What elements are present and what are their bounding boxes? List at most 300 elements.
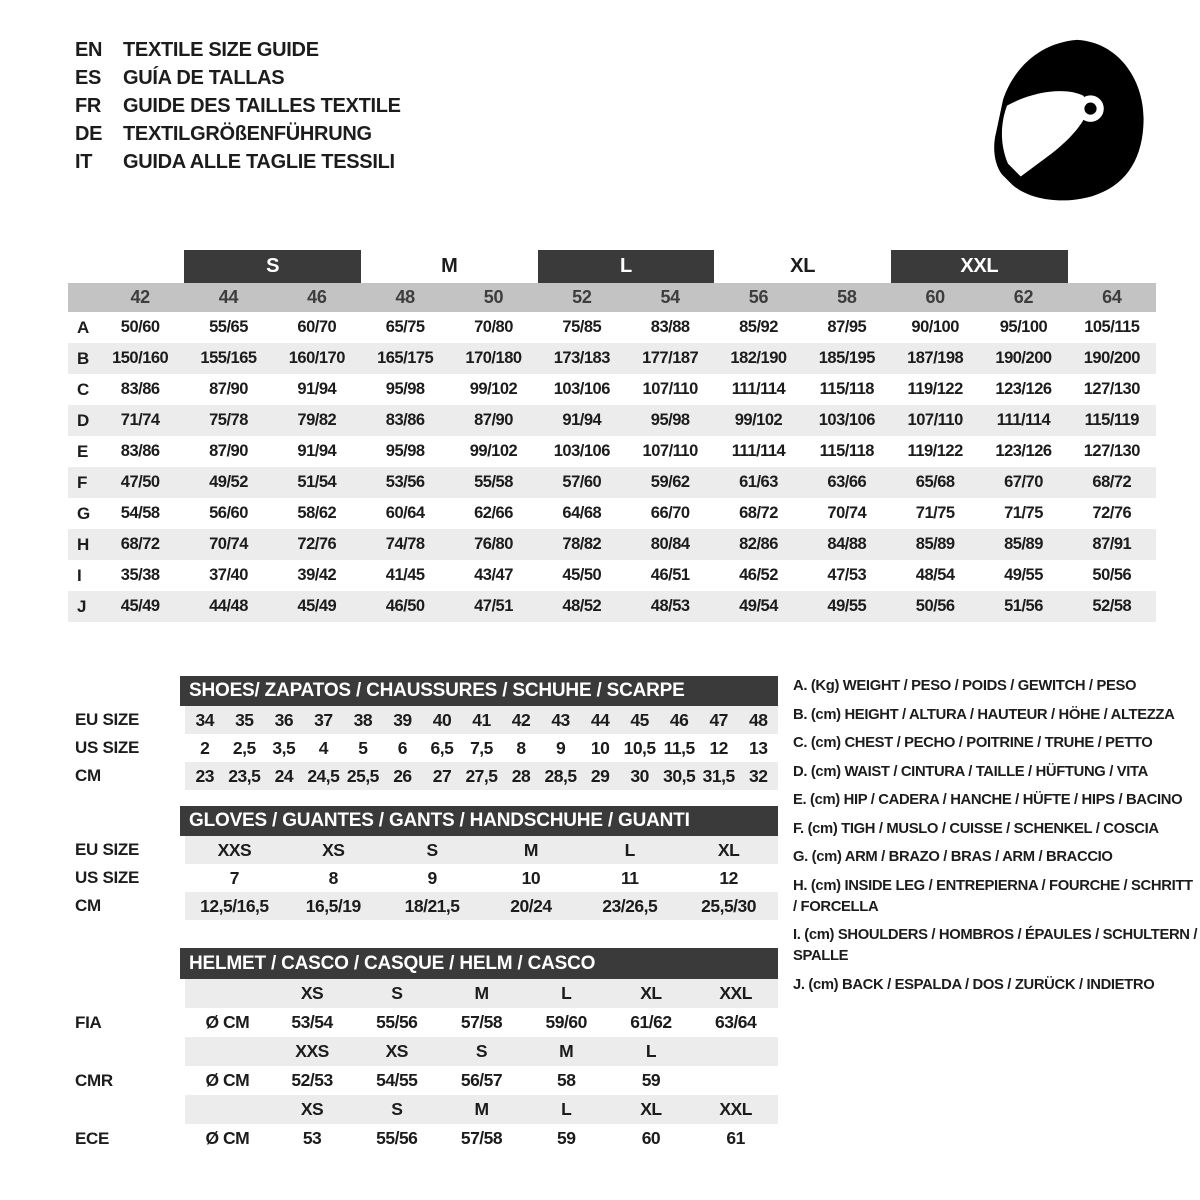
shoes-row-values <box>185 706 778 734</box>
gloves-section <box>70 806 778 920</box>
language-code: FR <box>75 94 102 117</box>
shoes-value: 34 <box>195 709 214 730</box>
measurement-value: 123/126 <box>995 380 1052 398</box>
shoes-row-label: CM <box>75 766 101 785</box>
helmet-row-values <box>185 1008 778 1037</box>
measurement-value: 62/66 <box>474 504 513 522</box>
gloves-value: 9 <box>427 867 437 888</box>
helmet-value: 55/56 <box>376 1128 418 1148</box>
language-row <box>75 148 401 176</box>
guide-title: TEXTILGRÖßENFÜHRUNG <box>123 122 372 145</box>
measurement-value: 67/70 <box>1004 473 1043 491</box>
shoes-table <box>70 706 778 790</box>
measurement-value: 50/56 <box>915 597 955 615</box>
guide-title: GUIDE DES TAILLES TEXTILE <box>123 94 401 117</box>
helmet-value: 61/62 <box>630 1012 672 1032</box>
measurement-row <box>68 436 1156 467</box>
measurement-value: 99/102 <box>734 411 783 429</box>
shoes-value: 29 <box>590 765 610 786</box>
measurement-row-values <box>96 405 1156 436</box>
measurement-value: 75/85 <box>562 318 602 336</box>
measurement-row-values <box>96 374 1156 405</box>
measurement-value: 52/58 <box>1092 597 1132 615</box>
measurement-value: 60/64 <box>385 504 425 522</box>
helmet-value: Ø CM <box>205 1070 250 1090</box>
measurement-row-label: A <box>77 317 89 337</box>
shoes-value: 32 <box>748 765 768 786</box>
measurement-value: 111/114 <box>731 442 786 460</box>
numeric-size: 58 <box>837 287 857 307</box>
measurement-value: 70/74 <box>209 535 248 553</box>
measurement-value: 68/72 <box>120 535 160 553</box>
measurement-row <box>68 560 1156 591</box>
helmet-value: XL <box>640 983 662 1003</box>
gloves-value: 7 <box>229 867 240 888</box>
measurement-value: 127/130 <box>1083 442 1140 460</box>
measurement-value: 43/47 <box>474 566 513 584</box>
gloves-value: 8 <box>328 867 338 888</box>
measurement-value: 54/58 <box>120 504 160 522</box>
gloves-value: 23/26,5 <box>602 895 658 916</box>
measurement-value: 49/55 <box>1004 566 1043 584</box>
helmet-row <box>70 1037 778 1066</box>
size-group-xl: XL <box>790 255 816 277</box>
measurement-value: 103/106 <box>553 380 610 398</box>
language-code: ES <box>75 66 102 89</box>
shoes-value: 27,5 <box>465 765 498 786</box>
shoes-value: 24,5 <box>307 765 340 786</box>
measurement-value: 95/98 <box>385 380 425 398</box>
measurement-value: 111/114 <box>731 380 786 398</box>
language-row <box>75 64 401 92</box>
measurement-value: 65/75 <box>385 318 425 336</box>
helmet-section-header: HELMET / CASCO / CASQUE / HELM / CASCO <box>180 948 778 979</box>
measurement-value: 83/86 <box>385 411 425 429</box>
legend-item: B. (cm) HEIGHT / ALTURA / HAUTEUR / HÖHE / ALTEZZA <box>793 706 1175 723</box>
measurement-row-label: E <box>77 441 89 461</box>
shoes-value: 23,5 <box>228 765 261 786</box>
measurement-value: 90/100 <box>911 318 959 336</box>
measurement-value: 71/75 <box>1004 504 1043 522</box>
measurement-value: 55/58 <box>474 473 513 491</box>
language-row <box>75 92 401 120</box>
shoes-value: 13 <box>748 737 768 758</box>
shoes-value: 2 <box>200 737 210 758</box>
gloves-value: XXS <box>217 839 252 860</box>
measurement-row-label: F <box>77 472 88 492</box>
helmet-value: XXS <box>295 1041 329 1061</box>
measurement-value: 119/122 <box>907 442 963 460</box>
measurement-value: 59/62 <box>650 473 690 491</box>
measurement-value: 91/94 <box>297 380 337 398</box>
guide-title: GUÍA DE TALLAS <box>123 66 285 89</box>
helmet-value: 53/54 <box>291 1012 333 1032</box>
numeric-size: 42 <box>130 287 150 307</box>
helmet-row-label <box>70 1037 185 1066</box>
shoes-row-values <box>185 762 778 790</box>
measurement-value: 177/187 <box>642 349 699 367</box>
helmet-value: M <box>474 983 489 1003</box>
helmet-row-label: CMR <box>75 1070 113 1090</box>
measurement-value: 76/80 <box>474 535 513 553</box>
shoes-value: 10,5 <box>623 737 656 758</box>
measurement-value: 35/38 <box>120 566 160 584</box>
shoes-value: 5 <box>358 737 368 758</box>
measurement-value: 83/88 <box>650 318 690 336</box>
shoes-value: 8 <box>516 737 526 758</box>
measurement-value: 75/78 <box>209 411 248 429</box>
measurement-value: 87/90 <box>209 442 248 460</box>
helmet-row-values <box>185 1124 778 1153</box>
measurement-row <box>68 343 1156 374</box>
helmet-row-values <box>185 1066 778 1095</box>
shoes-row <box>70 706 778 734</box>
measurement-value: 115/118 <box>819 442 874 460</box>
measurement-value: 46/50 <box>385 597 425 615</box>
shoes-row <box>70 762 778 790</box>
measurement-value: 80/84 <box>650 535 690 553</box>
gloves-value: XL <box>717 839 740 860</box>
helmet-value: S <box>391 1099 403 1119</box>
helmet-row-values <box>185 1037 778 1066</box>
helmet-row-label <box>70 979 185 1008</box>
measurement-value: 57/60 <box>562 473 602 491</box>
racing-helmet-icon <box>972 30 1152 202</box>
measurement-value: 107/110 <box>907 411 963 429</box>
measurement-row-label: I <box>77 565 82 585</box>
helmet-value: 63/64 <box>714 1012 757 1032</box>
measurement-value: 95/98 <box>650 411 690 429</box>
measurement-row <box>68 405 1156 436</box>
measurement-value: 84/88 <box>827 535 867 553</box>
measurement-value: 45/50 <box>562 566 602 584</box>
numeric-size: 52 <box>572 287 592 307</box>
helmet-row <box>70 979 778 1008</box>
numeric-size-band <box>68 283 1156 312</box>
shoes-value: 24 <box>274 765 294 786</box>
measurement-value: 51/54 <box>297 473 337 491</box>
measurement-value: 190/200 <box>995 349 1052 367</box>
helmet-value: 60 <box>641 1128 661 1148</box>
measurement-value: 87/90 <box>209 380 248 398</box>
helmet-value: XS <box>300 983 324 1003</box>
measurement-value: 160/170 <box>288 349 345 367</box>
gloves-value: 12,5/16,5 <box>200 895 269 916</box>
shoes-value: 35 <box>235 709 254 730</box>
measurement-value: 150/160 <box>112 349 169 367</box>
helmet-value: XXL <box>719 983 752 1003</box>
measurement-row-values <box>96 498 1156 529</box>
measurement-value: 187/198 <box>907 349 964 367</box>
measurement-row-label: B <box>77 348 89 368</box>
helmet-value: S <box>391 983 403 1003</box>
gloves-row <box>70 836 778 864</box>
size-group-xxl: XXL <box>891 250 1068 283</box>
measurement-value: 72/76 <box>1092 504 1132 522</box>
legend-item: J. (cm) BACK / ESPALDA / DOS / ZURÜCK / INDIETRO <box>793 976 1155 993</box>
measurement-row-values <box>96 529 1156 560</box>
measurement-value: 55/65 <box>209 318 248 336</box>
measurement-value: 78/82 <box>562 535 602 553</box>
measurement-value: 41/45 <box>385 566 425 584</box>
helmet-row <box>70 1008 778 1037</box>
measurement-value: 95/98 <box>385 442 425 460</box>
size-group-header <box>68 250 1156 283</box>
measurement-value: 107/110 <box>642 442 698 460</box>
gloves-value: 20/24 <box>510 895 552 916</box>
measurement-value: 111/114 <box>996 411 1051 429</box>
measurement-value: 65/68 <box>915 473 955 491</box>
helmet-table <box>70 979 778 1153</box>
shoes-value: 11,5 <box>663 737 695 758</box>
shoes-value: 31,5 <box>702 765 735 786</box>
size-group-m: M <box>441 255 458 277</box>
helmet-row-label: FIA <box>75 1012 102 1032</box>
helmet-value: 57/58 <box>460 1128 503 1148</box>
helmet-value: L <box>561 983 572 1003</box>
measurement-value: 105/115 <box>1084 318 1140 336</box>
gloves-value: 11 <box>620 867 639 888</box>
shoes-value: 43 <box>551 709 570 730</box>
gloves-value: 25,5/30 <box>701 895 757 916</box>
gloves-value: 18/21,5 <box>404 895 460 916</box>
measurement-row <box>68 312 1156 343</box>
helmet-value: M <box>559 1041 574 1061</box>
size-group-l: L <box>538 250 715 283</box>
measurement-value: 49/54 <box>739 597 778 615</box>
gloves-value: 10 <box>521 867 541 888</box>
measurement-row-label: D <box>77 410 89 430</box>
measurement-value: 58/62 <box>297 504 337 522</box>
measurement-value: 127/130 <box>1083 380 1140 398</box>
measurement-value: 44/48 <box>209 597 248 615</box>
measurement-value: 47/53 <box>827 566 867 584</box>
gloves-row-values <box>185 864 778 892</box>
numeric-size: 44 <box>218 287 239 307</box>
measurement-value: 85/92 <box>739 318 778 336</box>
measurement-value: 99/102 <box>469 380 518 398</box>
gloves-value: 12 <box>719 867 738 888</box>
helmet-value: 54/55 <box>376 1070 418 1090</box>
gloves-row-label: EU SIZE <box>75 840 140 859</box>
gloves-value: L <box>624 839 635 860</box>
shoes-value: 10 <box>590 737 610 758</box>
legend-item: D. (cm) WAIST / CINTURA / TAILLE / HÜFTUNG / VITA <box>793 763 1148 780</box>
numeric-size: 54 <box>660 287 680 307</box>
helmet-value: L <box>645 1041 657 1061</box>
shoes-row-values <box>185 734 778 762</box>
helmet-value: XXL <box>719 1099 752 1119</box>
measurement-value: 60/70 <box>297 318 337 336</box>
measurement-value: 49/52 <box>209 473 248 491</box>
shoes-value: 7,5 <box>470 737 493 758</box>
measurement-row <box>68 591 1156 622</box>
measurement-value: 115/119 <box>1084 411 1139 429</box>
numeric-size: 46 <box>307 287 327 307</box>
legend-item: F. (cm) TIGH / MUSLO / CUISSE / SCHENKEL / COSCIA <box>793 820 1159 837</box>
helmet-value: M <box>474 1099 489 1119</box>
measurement-value: 48/54 <box>915 566 955 584</box>
shoes-value: 38 <box>353 709 373 730</box>
measurement-value: 103/106 <box>818 411 875 429</box>
gloves-value: XS <box>322 839 345 860</box>
helmet-value: XS <box>300 1099 324 1119</box>
gloves-value: 16,5/19 <box>305 895 361 916</box>
measurement-row-values <box>96 343 1156 374</box>
helmet-value: Ø CM <box>205 1128 250 1148</box>
language-code: IT <box>75 150 93 173</box>
gloves-table <box>70 836 778 920</box>
measurement-value: 165/175 <box>377 349 434 367</box>
shoes-section-header: SHOES/ ZAPATOS / CHAUSSURES / SCHUHE / SCARPE <box>180 676 778 706</box>
shoes-value: 9 <box>555 737 566 758</box>
measurement-row-label: H <box>77 534 89 554</box>
measurement-row-label: C <box>77 379 89 399</box>
gloves-row-label: CM <box>75 896 101 915</box>
measurement-value: 48/52 <box>562 597 602 615</box>
helmet-row-values <box>185 1095 778 1124</box>
measurement-value: 85/89 <box>915 535 955 553</box>
shoes-value: 23 <box>195 765 214 786</box>
measurement-value: 107/110 <box>642 380 698 398</box>
shoes-value: 28,5 <box>544 765 577 786</box>
legend-item: G. (cm) ARM / BRAZO / BRAS / ARM / BRACCIO <box>793 849 1113 865</box>
textile-size-table <box>68 250 1156 622</box>
shoes-value: 37 <box>314 709 333 730</box>
helmet-row <box>70 1066 778 1095</box>
measurement-value: 123/126 <box>995 442 1052 460</box>
measurement-row-values <box>96 560 1156 591</box>
numeric-size: 56 <box>748 287 769 307</box>
measurement-value: 182/190 <box>730 349 787 367</box>
numeric-size: 60 <box>925 287 945 307</box>
gloves-row-values <box>185 892 778 920</box>
guide-title: GUIDA ALLE TAGLIE TESSILI <box>123 150 395 173</box>
helmet-value: 55/56 <box>376 1012 418 1032</box>
textile-table-body <box>68 312 1156 622</box>
measurement-value: 45/49 <box>120 597 160 615</box>
measurement-value: 95/100 <box>999 318 1048 336</box>
shoes-value: 4 <box>318 737 328 758</box>
measurement-value: 155/165 <box>200 349 257 367</box>
gloves-row-label: US SIZE <box>75 868 140 887</box>
measurement-value: 68/72 <box>1092 473 1132 491</box>
measurement-value: 56/60 <box>209 504 248 522</box>
measurement-value: 82/86 <box>739 535 778 553</box>
numeric-size: 62 <box>1013 287 1034 307</box>
helmet-value: 56/57 <box>460 1070 503 1090</box>
gloves-row <box>70 864 778 892</box>
measurement-value: 50/60 <box>120 318 160 336</box>
shoes-value: 28 <box>511 765 531 786</box>
measurement-value: 87/95 <box>827 318 867 336</box>
helmet-row-label <box>70 1095 185 1124</box>
gloves-section-header: GLOVES / GUANTES / GANTS / HANDSCHUHE / GUANTI <box>180 806 778 836</box>
measurement-value: 47/50 <box>120 473 160 491</box>
measurement-value: 47/51 <box>474 597 513 615</box>
measurement-value: 46/52 <box>739 566 778 584</box>
helmet-value: 59/60 <box>545 1012 587 1032</box>
gloves-value: M <box>523 839 538 860</box>
measurement-row-label: J <box>77 596 87 616</box>
measurement-row-values <box>96 467 1156 498</box>
numeric-size: 64 <box>1102 287 1122 307</box>
guide-title: TEXTILE SIZE GUIDE <box>123 38 319 61</box>
language-row <box>75 120 401 148</box>
measurement-value: 46/51 <box>650 566 690 584</box>
measurement-value: 72/76 <box>297 535 337 553</box>
measurement-row <box>68 374 1156 405</box>
legend-item: E. (cm) HIP / CADERA / HANCHE / HÜFTE / HIPS / BACINO <box>793 792 1183 808</box>
shoes-value: 6,5 <box>430 737 454 758</box>
measurement-row-label: G <box>77 503 90 523</box>
shoes-value: 45 <box>630 709 649 730</box>
measurement-value: 50/56 <box>1092 566 1132 584</box>
measurement-value: 63/66 <box>827 473 867 491</box>
shoes-value: 2,5 <box>232 737 256 758</box>
helmet-row-label: ECE <box>75 1128 110 1148</box>
measurement-legend <box>793 676 1200 1003</box>
measurement-value: 68/72 <box>739 504 778 522</box>
measurement-value: 71/75 <box>915 504 955 522</box>
helmet-row-values <box>185 979 778 1008</box>
helmet-value: 61 <box>726 1128 745 1148</box>
legend-item: A. (Kg) WEIGHT / PESO / POIDS / GEWITCH / PESO <box>793 678 1137 694</box>
measurement-value: 79/82 <box>297 411 337 429</box>
measurement-row <box>68 529 1156 560</box>
measurement-value: 48/53 <box>650 597 690 615</box>
measurement-value: 74/78 <box>385 535 425 553</box>
measurement-row-values <box>96 591 1156 622</box>
language-title-list <box>75 36 401 176</box>
measurement-value: 99/102 <box>469 442 518 460</box>
measurement-row-values <box>96 312 1156 343</box>
language-code: DE <box>75 122 103 145</box>
shoes-value: 30,5 <box>663 765 696 786</box>
helmet-value: Ø CM <box>205 1012 250 1032</box>
size-group-s: S <box>184 250 361 283</box>
shoes-value: 42 <box>511 709 531 730</box>
measurement-value: 85/89 <box>1004 535 1043 553</box>
gloves-row <box>70 892 778 920</box>
language-row <box>75 36 401 64</box>
shoes-value: 41 <box>472 709 491 730</box>
measurement-value: 83/86 <box>120 442 160 460</box>
helmet-value: 57/58 <box>460 1012 503 1032</box>
measurement-value: 115/118 <box>819 380 874 398</box>
measurement-value: 53/56 <box>385 473 425 491</box>
helmet-value: 59 <box>641 1070 661 1090</box>
helmet-value: XS <box>385 1041 408 1061</box>
measurement-row <box>68 467 1156 498</box>
measurement-value: 61/63 <box>739 473 778 491</box>
legend-item: H. (cm) INSIDE LEG / ENTREPIERNA / FOURCHE / SCHRITT / FORCELLA <box>793 877 1193 915</box>
measurement-row-values <box>96 436 1156 467</box>
legend-item: I. (cm) SHOULDERS / HOMBROS / ÉPAULES / SCHULTERN / SPALLE <box>793 927 1198 964</box>
helmet-value: L <box>561 1099 572 1119</box>
shoes-value: 48 <box>748 709 768 730</box>
helmet-value: 59 <box>556 1128 576 1148</box>
measurement-value: 103/106 <box>553 442 610 460</box>
measurement-value: 170/180 <box>465 349 522 367</box>
measurement-value: 70/74 <box>827 504 867 522</box>
helmet-value: 58 <box>556 1070 576 1090</box>
measurement-value: 119/122 <box>907 380 963 398</box>
shoes-value: 39 <box>393 709 412 730</box>
measurement-value: 66/70 <box>650 504 690 522</box>
measurement-value: 173/183 <box>553 349 610 367</box>
measurement-value: 49/55 <box>827 597 867 615</box>
